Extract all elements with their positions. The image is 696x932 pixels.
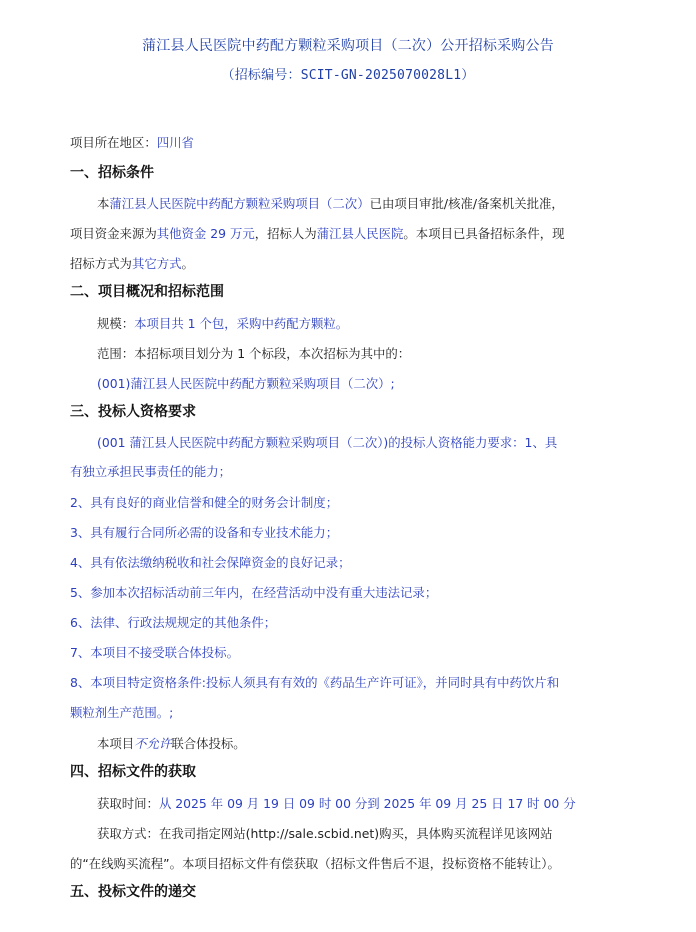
s1-text: 招标方式为 xyxy=(70,256,132,271)
s1-text: 项目资金来源为 xyxy=(70,226,157,241)
requirement-item: 3、具有履行合同所必需的设备和专业技术能力； xyxy=(70,525,339,540)
s1-paragraph-line-2 xyxy=(70,226,565,242)
requirement-line-2: 有独立承担民事责任的能力； xyxy=(70,464,232,479)
scope-line: 范围：本招标项目划分为 1 个标段，本次招标为其中的： xyxy=(97,346,411,361)
acquisition-time-label: 获取时间： xyxy=(97,796,159,811)
consortium-text: 本项目 xyxy=(97,736,135,751)
s1-text: 已由项目审批/核准/备案机关批准， xyxy=(369,196,564,211)
tender-method: 其它方式 xyxy=(131,256,182,271)
region-label: 项目所在地区： xyxy=(70,135,157,150)
consortium-value: 不允许 xyxy=(134,736,172,751)
requirement-item: 4、具有依法缴纳税收和社会保障资金的良好记录； xyxy=(70,555,351,570)
requirement-item-8-line-1: 8、本项目特定资格条件:投标人须具有有效的《药品生产许可证》，并同时具有中药饮片和 xyxy=(70,675,560,690)
consortium-text: 联合体投标。 xyxy=(171,736,246,751)
s1-text: ，招标人为 xyxy=(254,226,317,241)
s1-text: 。本项目已具备招标条件，现 xyxy=(403,226,565,241)
section-heading-3: 三、投标人资格要求 xyxy=(70,404,196,420)
acquisition-method-line-2: 的“在线购买流程”。本项目招标文件有偿获取（招标文件售后不退，投标资格不能转让）。 xyxy=(70,856,560,871)
section-heading-1: 一、招标条件 xyxy=(70,165,154,181)
project-name: 蒲江县人民医院中药配方颗粒采购项目（二次） xyxy=(109,196,370,211)
s1-paragraph-line-3 xyxy=(70,256,194,272)
requirement-item-8-line-2: 颗粒剂生产范围。; xyxy=(70,705,174,720)
requirement-item: 5、参加本次招标活动前三年内，在经营活动中没有重大违法记录； xyxy=(70,585,438,600)
tenderer-name: 蒲江县人民医院 xyxy=(316,226,404,241)
requirement-item: 7、本项目不接受联合体投标。 xyxy=(70,645,239,660)
acquisition-time-value: 从 2025 年 09 月 19 日 09 时 00 分到 2025 年 09 月 25 日 17 时 00 分 xyxy=(158,796,576,811)
document-title: 蒲江县人民医院中药配方颗粒采购项目（二次）公开招标采购公告 xyxy=(142,38,554,54)
section-heading-4: 四、招标文件的获取 xyxy=(70,764,196,780)
s1-text: 。 xyxy=(181,256,194,271)
scale-value: 本项目共 1 个包，采购中药配方颗粒。 xyxy=(134,316,349,331)
tender-code: （招标编号：SCIT-GN-2025070028L1） xyxy=(221,68,475,83)
acquisition-time-line xyxy=(97,796,576,812)
requirement-item: 2、具有良好的商业信誉和健全的财务会计制度； xyxy=(70,495,339,510)
acquisition-method-line-1: 获取方式：在我司指定网站(http://sale.scbid.net)购买，具体购买流程详见该网站 xyxy=(97,826,553,841)
scale-label: 规模： xyxy=(97,316,135,331)
region-line xyxy=(70,135,194,151)
fund-source: 其他资金 29 万元 xyxy=(156,226,255,241)
lot-line: (001)蒲江县人民医院中药配方颗粒采购项目（二次）; xyxy=(97,376,395,391)
s1-paragraph-line-1 xyxy=(97,196,564,212)
s1-text: 本 xyxy=(97,196,110,211)
section-heading-2: 二、项目概况和招标范围 xyxy=(70,284,224,300)
section-heading-5: 五、投标文件的递交 xyxy=(70,884,196,900)
scale-line xyxy=(97,316,348,332)
requirement-line-1: (001 蒲江县人民医院中药配方颗粒采购项目（二次）)的投标人资格能力要求：1、具 xyxy=(97,435,558,450)
consortium-line xyxy=(97,736,246,752)
region-value: 四川省 xyxy=(156,135,194,150)
requirement-item: 6、法律、行政法规规定的其他条件； xyxy=(70,615,277,630)
